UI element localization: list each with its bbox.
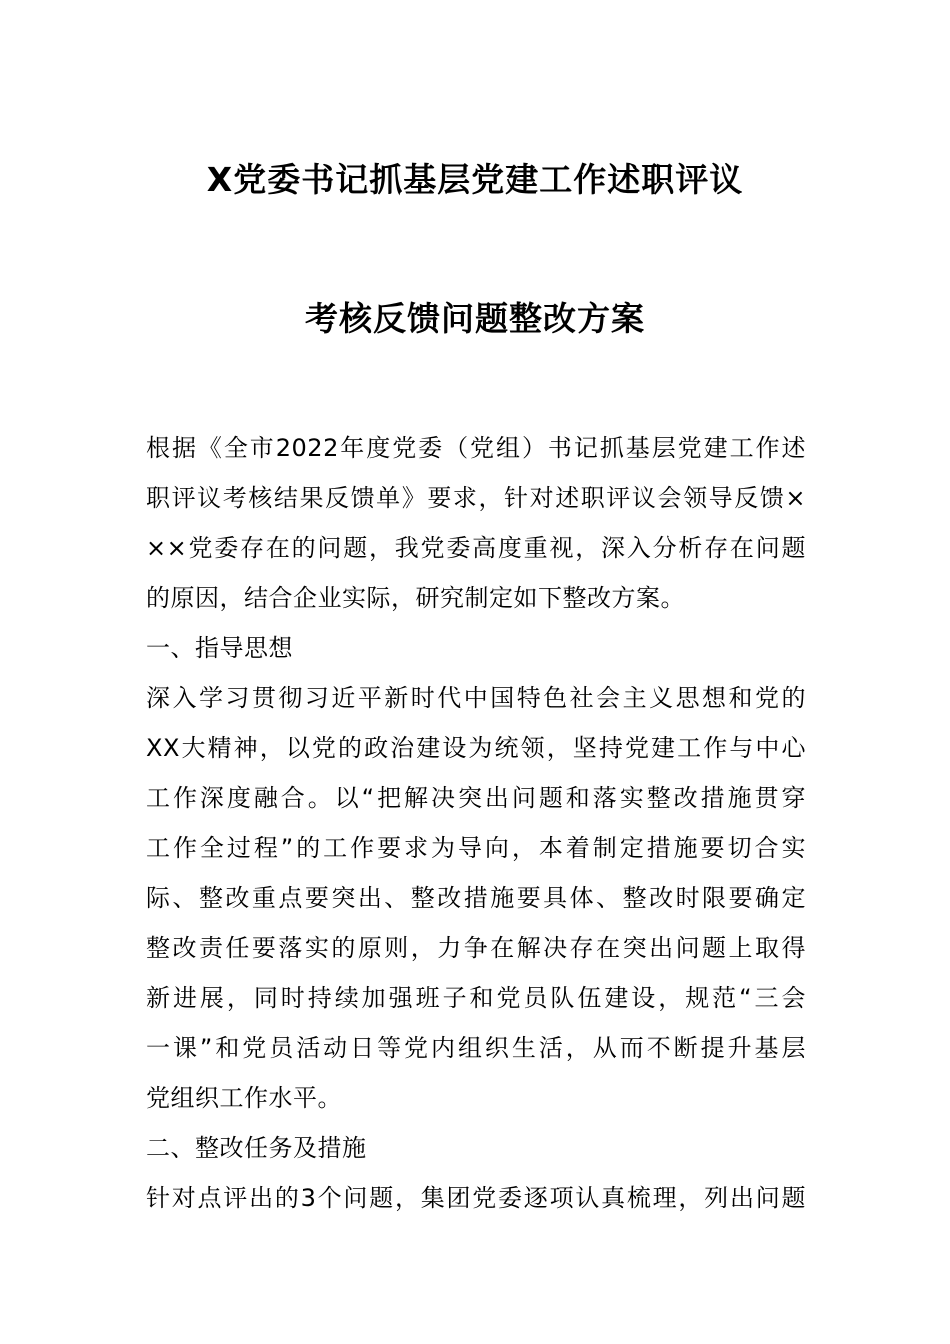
body-line-13: 一课”和党员活动日等党内组织生活，从而不断提升基层 bbox=[146, 1034, 806, 1062]
document-title-line-2: 考核反馈问题整改方案 bbox=[305, 299, 645, 338]
body-line-10: 际、整改重点要突出、整改措施要具体、整改时限要确定 bbox=[146, 884, 806, 912]
body-line-7: XX大精神，以党的政治建设为统领，坚持党建工作与中心 bbox=[146, 734, 806, 762]
body-line-8: 工作深度融合。以“把解决突出问题和落实整改措施贯穿 bbox=[146, 784, 806, 812]
body-line-3: ××党委存在的问题，我党委高度重视，深入分析存在问题 bbox=[146, 534, 806, 562]
body-line-16: 针对点评出的3个问题，集团党委逐项认真梳理，列出问题 bbox=[146, 1184, 806, 1212]
body-line-12: 新进展，同时持续加强班子和党员队伍建设，规范“三会 bbox=[146, 984, 806, 1012]
body-line-6: 深入学习贯彻习近平新时代中国特色社会主义思想和党的 bbox=[146, 684, 806, 712]
document-body bbox=[146, 423, 806, 1223]
section-heading-2: 二、整改任务及措施 bbox=[146, 1134, 367, 1162]
body-line-4: 的原因，结合企业实际，研究制定如下整改方案。 bbox=[146, 584, 685, 612]
body-line-11: 整改责任要落实的原则，力争在解决存在突出问题上取得 bbox=[146, 934, 806, 962]
section-heading-1: 一、指导思想 bbox=[146, 634, 293, 662]
body-line-9: 工作全过程”的工作要求为导向，本着制定措施要切合实 bbox=[146, 834, 806, 862]
body-line-14: 党组织工作水平。 bbox=[146, 1084, 342, 1112]
body-line-1: 根据《全市2022年度党委（党组）书记抓基层党建工作述 bbox=[146, 434, 806, 462]
document-title-line-1: X党委书记抓基层党建工作述职评议 bbox=[206, 160, 744, 199]
body-line-2: 职评议考核结果反馈单》要求，针对述职评议会领导反馈× bbox=[146, 484, 806, 512]
